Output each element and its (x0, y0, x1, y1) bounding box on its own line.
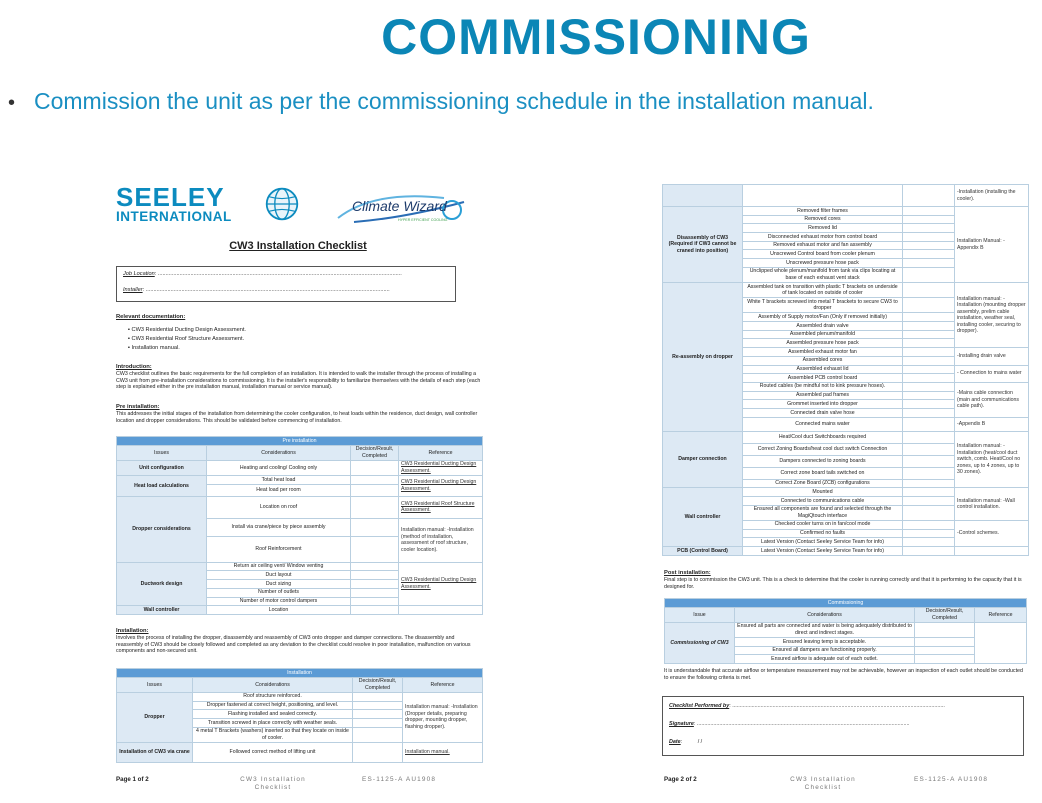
preinst-table-title: Pre installation (117, 437, 483, 446)
consideration-cell: Return air ceiling vent/ Window venting (207, 562, 351, 571)
consideration-cell: Location (207, 606, 351, 615)
col-header: Decision/Result, Completed (915, 607, 975, 622)
commissioning-table (664, 598, 1027, 664)
col-header: Considerations (193, 677, 353, 692)
reference-cell: -Mains cable connection (main and communications cable path). (955, 382, 1029, 417)
issue-cell: Dropper (117, 692, 193, 742)
sign-off-box (662, 696, 1024, 756)
decision-cell[interactable] (903, 224, 955, 233)
job-details-box (116, 266, 456, 302)
consideration-cell: Unscrewed Control board from cooler plenum (743, 250, 903, 259)
consideration-cell: Ensured all components are found and selected through the MagiQtouch interface (743, 505, 903, 520)
decision-cell[interactable] (903, 374, 955, 383)
consideration-cell: Ensured all dampers are functioning properly. (735, 646, 915, 655)
consideration-cell: Roof Reinforcement (207, 536, 351, 562)
col-header: Decision/Result, Completed (351, 445, 399, 460)
decision-cell[interactable] (903, 505, 955, 520)
reference-cell: Installation manual: -Wall control installation. (955, 488, 1029, 521)
decision-cell[interactable] (903, 298, 955, 313)
consideration-cell: Removed exhaust motor and fan assembly (743, 241, 903, 250)
decision-cell[interactable] (903, 330, 955, 339)
globe-icon (264, 186, 300, 222)
seeley-logo-word: SEELEY (116, 182, 225, 212)
preinst-text: This addresses the initial stages of the installation from determining the cooler configuration, to heat loads within the residence, duct design, wall controller location and dropper considerations. This should be validated before commencing of installation. (116, 411, 478, 424)
consideration-cell: Assembled plenum/manifold (743, 330, 903, 339)
consideration-cell: Transition screwed in place correctly with weather seals. (193, 718, 353, 727)
issue-cell: Disassembly of CW3 (Required if CW3 cannot be craned into position) (663, 207, 743, 283)
reference-cell: -Installation (installing the cooler). (955, 185, 1029, 207)
preinst-table (116, 436, 483, 615)
col-header: Reference (399, 445, 483, 460)
consideration-cell: Number of outlets (207, 588, 351, 597)
decision-cell[interactable] (353, 718, 403, 727)
consideration-cell: Dropper fastened at correct height, positioning, and level. (193, 701, 353, 710)
consideration-cell: Mounted (743, 488, 903, 497)
decision-cell[interactable] (903, 408, 955, 417)
decision-cell[interactable] (351, 606, 399, 615)
issue-cell: Unit configuration (117, 460, 207, 475)
decision-cell[interactable] (351, 562, 399, 571)
consideration-cell: Checked cooler turns on in fan/cool mode (743, 520, 903, 529)
consideration-cell: Correct zone board tails switched on (743, 467, 903, 479)
issue-cell: Damper connection (663, 431, 743, 488)
decision-cell[interactable] (903, 391, 955, 400)
decision-cell[interactable] (915, 646, 975, 655)
date-field[interactable]: Date: / / (669, 738, 703, 745)
consideration-cell: Install via crane/piece by piece assembly (207, 518, 351, 536)
decision-cell[interactable] (915, 622, 975, 637)
footer-page-number (664, 776, 697, 784)
footer-page-text: Page 2 of 2 (664, 776, 697, 783)
decision-cell[interactable] (903, 348, 955, 357)
reference-cell: Installation manual: -Installation (heat/cool duct switch, comb. Heat/Cool no zones, up to 4 zones, up to 30 zones). (955, 431, 1029, 488)
job-location-dots: ............................................................................................................................................................. (157, 271, 402, 277)
decision-cell[interactable] (353, 727, 403, 742)
preinst-heading: Pre installation: (116, 404, 160, 410)
decision-cell[interactable] (903, 382, 955, 391)
reference-link: CW3 Residential Roof Structure Assessment. (401, 500, 475, 514)
reference-cell (403, 742, 483, 762)
installer-label: Installer (123, 286, 143, 293)
seeley-logo (116, 184, 306, 234)
climate-wizard-tagline: HYPER EFFICIENT COOLING (398, 218, 448, 222)
decision-cell[interactable] (353, 742, 403, 762)
col-header: Decision/Result, Completed (353, 677, 403, 692)
reference-cell (399, 460, 483, 475)
job-location-label: Job Location (123, 271, 155, 277)
decision-cell[interactable] (903, 520, 955, 529)
installer-dots: ............................................................................................................................................................. (145, 286, 390, 293)
reference-cell: - Connection to mains water (955, 365, 1029, 382)
decision-cell[interactable] (915, 638, 975, 647)
performed-by-label: Checklist Performed by (669, 703, 730, 709)
consideration-cell: Removed cores (743, 215, 903, 224)
consideration-cell: Routed cables (be mindful not to kink pressure hoses). (743, 382, 903, 391)
decision-cell[interactable] (351, 518, 399, 536)
consideration-cell: Total heat load (207, 476, 351, 485)
job-location-field: Job Location: ............................................................................................................................................................. (123, 271, 402, 277)
post-installation-section (664, 570, 1024, 590)
col-header: Reference (403, 677, 483, 692)
consideration-cell: Assembled drain valve (743, 322, 903, 331)
intro-section (116, 364, 482, 391)
consideration-cell: Unscrewed pressure hose pack (743, 259, 903, 268)
consideration-cell: Number of motor control dampers (207, 597, 351, 606)
relevant-doc-item: ▪ CW3 Residential Ducting Design Assessment. (128, 327, 246, 334)
doc-title: CW3 Installation Checklist (229, 240, 367, 252)
climate-wizard-logo (334, 188, 474, 228)
consideration-cell: Connected to communications cable (743, 497, 903, 506)
decision-cell[interactable] (903, 207, 955, 216)
consideration-cell: Assembled pad frames (743, 391, 903, 400)
reference-link: Installation manual. (405, 749, 450, 756)
consideration-cell: White T brackets screwed into metal T brackets to secure CW3 to dropper (743, 298, 903, 313)
decision-cell[interactable] (903, 365, 955, 374)
consideration-cell: Assembled exhaust lid (743, 365, 903, 374)
issue-cell: Ductwork design (117, 562, 207, 605)
consideration-cell: Removed filter frames (743, 207, 903, 216)
decision-cell[interactable] (351, 460, 399, 475)
relevant-docs-section (116, 314, 246, 352)
decision-cell[interactable] (903, 538, 955, 547)
decision-cell[interactable] (903, 339, 955, 348)
consideration-cell: Heat/Cool duct Switchboards required (743, 431, 903, 443)
consideration-cell: Assembled exhaust motor fan (743, 348, 903, 357)
signature-dots: .............................................................................................................................................. (696, 720, 910, 727)
consideration-cell: Correct Zoning Boards/heat cool duct switch Connection (743, 443, 903, 455)
decision-cell[interactable] (351, 496, 399, 518)
consideration-cell: Heat load per room (207, 484, 351, 496)
seeley-logo-intl: INTERNATIONAL (116, 209, 232, 224)
footer-page-text: Page 1 of 2 (116, 776, 149, 783)
relevant-doc-item: ▪ Installation manual. (128, 345, 246, 352)
preinst-section (116, 404, 482, 424)
consideration-cell: Assembly of Supply motor/Fan (Only if removed initially) (743, 313, 903, 322)
date-label: Date (669, 738, 681, 745)
inspection-note: It is understandable that accurate airflow or temperature measurement may not be achievable, however an inspection of each outlet should be conducted to ensure the following criteria is met. (664, 668, 1023, 681)
consideration-cell (743, 185, 903, 207)
footer-doc-code: ES-1125-A AU1908 (362, 776, 437, 783)
issue-cell: Wall controller (117, 606, 207, 615)
consideration-cell: Roof structure reinforced. (193, 692, 353, 701)
decision-cell[interactable] (903, 546, 955, 555)
decision-cell[interactable] (903, 417, 955, 431)
decision-cell[interactable] (353, 710, 403, 719)
decision-cell[interactable] (903, 185, 955, 207)
decision-cell[interactable] (903, 455, 955, 467)
date-separators: / / (697, 738, 703, 745)
installation-text: Involves the process of installing the dropper, disassembly and reassembly of CW3 onto dropper and damper connections. The disassembly and reassembly of CW3 should be closely followed and completed as any deviation to the checklist could resolve in poor installation, malfunction on various components and non-secured unit. (116, 635, 471, 655)
installation-table-title: Installation (117, 669, 483, 678)
consideration-cell: Flashing installed and sealed correctly. (193, 710, 353, 719)
decision-cell[interactable] (351, 580, 399, 589)
decision-cell[interactable] (351, 597, 399, 606)
decision-cell[interactable] (351, 476, 399, 485)
consideration-cell: Correct Zone Board (ZCB) configurations (743, 479, 903, 488)
installation-heading: Installation: (116, 628, 149, 634)
reference-cell (399, 496, 483, 518)
consideration-cell: Assembled tank on transition with plastic T brackets on underside of tank located on outside of cooler (743, 283, 903, 298)
col-header: Considerations (207, 445, 351, 460)
decision-cell[interactable] (903, 529, 955, 538)
reference-cell: Installation manual: -Installation (mounting dropper assembly, prelim cable installation, weather seal, installing cooler, securing to dropper). (955, 283, 1029, 348)
installation-section (116, 628, 482, 655)
signature-label: Signature (669, 720, 694, 727)
decision-cell[interactable] (903, 356, 955, 365)
reference-link: CW3 Residential Ducting Design Assessment. (401, 479, 477, 492)
col-header: Considerations (735, 607, 915, 622)
installation-table (116, 668, 483, 763)
decision-cell[interactable] (351, 536, 399, 562)
decision-cell[interactable] (903, 283, 955, 298)
bullet-text: Commission the unit as per the commissioning schedule in the installation manual. (34, 88, 874, 114)
consideration-cell: Assembled pressure hose pack (743, 339, 903, 348)
reference-cell (975, 622, 1027, 663)
reference-cell (955, 546, 1029, 555)
decision-cell[interactable] (903, 259, 955, 268)
intro-heading: Introduction: (116, 364, 152, 370)
consideration-cell: Confirmed no faults (743, 529, 903, 538)
footer-page-number (116, 776, 149, 784)
bullet-dot: • (8, 92, 16, 114)
issue-cell: Re-assembly on dropper (663, 283, 743, 432)
consideration-cell: Heating and cooling/ Cooling only (207, 460, 351, 475)
decision-cell[interactable] (903, 488, 955, 497)
footer-doc-name: CW3 Installation Checklist (790, 776, 856, 791)
installation-table-continued (662, 184, 1029, 556)
consideration-cell: Ensured airflow is adequate out of each outlet. (735, 655, 915, 664)
decision-cell[interactable] (903, 467, 955, 479)
consideration-cell: Duct layout (207, 571, 351, 580)
consideration-cell: Ensured leaving temp is acceptable. (735, 638, 915, 647)
consideration-cell: Duct sizing (207, 580, 351, 589)
reference-link: CW3 Residential Ducting Design Assessment. (401, 461, 477, 474)
decision-cell[interactable] (903, 241, 955, 250)
decision-cell[interactable] (353, 692, 403, 701)
issue-cell: Installation of CW3 via crane (117, 742, 193, 762)
issue-cell: Dropper considerations (117, 496, 207, 562)
decision-cell[interactable] (903, 400, 955, 409)
checklist-page-2 (662, 178, 1034, 798)
decision-cell[interactable] (903, 322, 955, 331)
decision-cell[interactable] (903, 443, 955, 455)
reference-cell: -Control schemes. (955, 520, 1029, 546)
decision-cell[interactable] (903, 250, 955, 259)
issue-cell: Wall controller (663, 488, 743, 547)
col-header: Issues (117, 445, 207, 460)
climate-wizard-word: Climate Wizard (352, 198, 447, 214)
slide-title: COMMISSIONING (381, 9, 811, 65)
decision-cell[interactable] (903, 431, 955, 443)
consideration-cell: Assembled cores (743, 356, 903, 365)
consideration-cell: Connected mains water (743, 417, 903, 431)
reference-cell (399, 562, 483, 605)
checklist-page-1 (112, 178, 484, 798)
issue-cell: Heat load calculations (117, 476, 207, 497)
decision-cell[interactable] (915, 655, 975, 664)
commissioning-table-title: Commissioning (665, 599, 1027, 608)
relevant-docs-list (116, 327, 246, 352)
reference-cell: Installation manual: -Installation (Dropper details, preparing dropper, mounting dropper, flashing dropper). (403, 692, 483, 742)
consideration-cell: Latest Version (Contact Seeley Service Team for info) (743, 546, 903, 555)
signature-field[interactable]: Signature: .............................................................................................................................................. (669, 720, 910, 727)
reference-cell: -Installing drain valve (955, 348, 1029, 365)
decision-cell[interactable] (903, 215, 955, 224)
post-installation-heading: Post installation: (664, 570, 711, 576)
footer-doc-name: CW3 Installation Checklist (240, 776, 306, 791)
decision-cell[interactable] (351, 588, 399, 597)
decision-cell[interactable] (903, 497, 955, 506)
consideration-cell: Followed correct method of lifting unit (193, 742, 353, 762)
reference-cell: Installation manual: -Installation (method of installation, assessment of roof structure, cooler location). (399, 518, 483, 562)
consideration-cell: Removed lid (743, 224, 903, 233)
decision-cell[interactable] (351, 571, 399, 580)
issue-cell (663, 185, 743, 207)
relevant-docs-heading: Relevant documentation: (116, 314, 186, 320)
consideration-cell: Assembled PCB control board (743, 374, 903, 383)
issue-cell: Commissioning of CW3 (665, 622, 735, 663)
reference-cell (399, 476, 483, 497)
consideration-cell: Ensured all parts are connected and water is being adequately distributed to direct and indirect stages. (735, 622, 915, 637)
decision-cell[interactable] (903, 479, 955, 488)
slide-bullet (8, 88, 874, 115)
consideration-cell: Connected drain valve hose (743, 408, 903, 417)
post-installation-text: Final step is to commission the CW3 unit. This is a check to determine that the cooler is running correctly and that it is performing to the capacity that it is designed for. (664, 577, 1022, 590)
installer-field: Installer: ............................................................................................................................................................. (123, 286, 390, 293)
col-header: Reference (975, 607, 1027, 622)
consideration-cell: 4 metal T Brackets (washers) inserted so that they locate on inside of cooler. (193, 727, 353, 742)
reference-cell: Installation Manual: -Appendix B (955, 207, 1029, 283)
decision-cell[interactable] (903, 313, 955, 322)
performed-by-dots: .............................................................................................................................................. (732, 703, 945, 709)
reference-cell (399, 606, 483, 615)
decision-cell[interactable] (351, 484, 399, 496)
decision-cell[interactable] (903, 267, 955, 282)
footer-doc-code: ES-1125-A AU1908 (914, 776, 989, 783)
intro-text: CW3 checklist outlines the basic requirements for the full completion of an installation. It is intended to walk the installer through the process of installing a CW3 unit from pre-installation considerations to commissioning. It is the installer's responsibility to familiarize themselves with the details of each step (each step is explained either in the pre installation manual, installation manual or service manual). (116, 371, 481, 391)
issue-cell: PCB (Control Board) (663, 546, 743, 555)
consideration-cell: Dampers connected to zoning boards (743, 455, 903, 467)
reference-cell: -Appendix B (955, 417, 1029, 431)
consideration-cell: Unclipped whole plenum/manifold from tank via clips locating at base of each exhaust vent stack (743, 267, 903, 282)
performed-by-field[interactable]: Checklist Performed by: .............................................................................................................................................. (669, 703, 945, 709)
reference-link: CW3 Residential Ducting Design Assessment. (401, 577, 477, 590)
col-header: Issue (665, 607, 735, 622)
consideration-cell: Location on roof (207, 496, 351, 518)
consideration-cell: Disconnected exhaust motor from control board (743, 233, 903, 242)
decision-cell[interactable] (903, 233, 955, 242)
col-header: Issues (117, 677, 193, 692)
consideration-cell: Latest Version (Contact Seeley Service Team for info) (743, 538, 903, 547)
consideration-cell: Grommet inserted into dropper (743, 400, 903, 409)
decision-cell[interactable] (353, 701, 403, 710)
relevant-doc-item: ▪ CW3 Residential Roof Structure Assessment. (128, 336, 246, 343)
